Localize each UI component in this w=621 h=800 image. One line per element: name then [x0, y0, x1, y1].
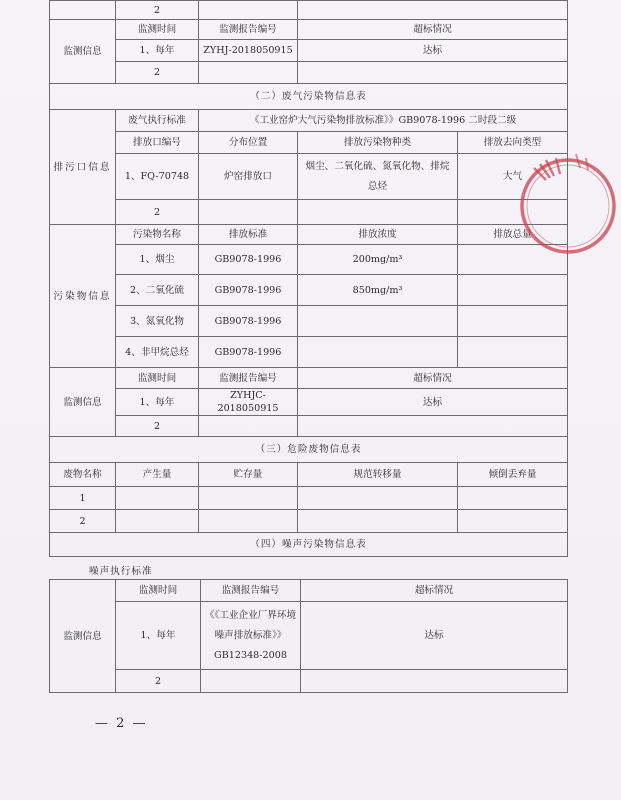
hazard-row-index: 2	[50, 510, 116, 533]
top-exceed: 达标	[298, 40, 568, 62]
pollutant-standard: GB9078-1996	[199, 337, 298, 368]
pollutant-standard: GB9078-1996	[199, 306, 298, 337]
pollutant-standard: GB9078-1996	[199, 245, 298, 275]
page-number: — 2 —	[95, 716, 148, 731]
seal-stamp	[506, 150, 621, 270]
header-report-no: 监测报告编号	[199, 20, 298, 40]
outlet-pollutants: 烟尘、二氧化硫、氮氧化物、排烷总烃	[298, 154, 458, 200]
outlet-header-location: 分布位置	[199, 132, 298, 154]
top-report-no: ZYHJ-2018050915	[199, 40, 298, 62]
pollutant-standard: GB9078-1996	[199, 275, 298, 306]
header-monitor-time: 监测时间	[116, 20, 199, 40]
hazard-header-dumped: 倾倒丢弃量	[458, 463, 568, 487]
outlet-header-destination: 排放去向类型	[458, 132, 568, 154]
hazard-row-index: 1	[50, 487, 116, 510]
noise-standard-label: 噪声执行标准	[89, 566, 153, 577]
hazard-table	[49, 462, 568, 557]
outlet-row2-index: 2	[116, 200, 199, 225]
outlet-id: 1、FQ-70748	[116, 154, 199, 200]
air-monitor-header-exceed: 超标情况	[298, 368, 568, 389]
top-row2-index: 2	[116, 62, 199, 84]
air-monitor-header-report: 监测报告编号	[199, 368, 298, 389]
outlet-location: 炉窑排放口	[199, 154, 298, 200]
noise-monitor-report: 《《工业企业厂界环境噪声排放标准》》GB12348-2008	[201, 602, 301, 670]
top-monitor-label: 监测信息	[50, 20, 116, 84]
outlet-label: 排污口信息	[50, 110, 116, 225]
hazard-header-stored: 贮存量	[199, 463, 298, 487]
pollutant-total	[458, 275, 568, 306]
air-monitor-exceed: 达标	[298, 389, 568, 416]
hazard-section-title: （三）危险废物信息表	[50, 437, 568, 463]
outlet-header-id: 排放口编号	[116, 132, 199, 154]
top-cell-empty	[50, 1, 116, 20]
air-standard-value: 《工业窑炉大气污染物排放标准》》GB9078-1996 二时段二级	[199, 110, 568, 132]
pollutant-name: 1、烟尘	[116, 245, 199, 275]
outlet-header-pollutants: 排放污染物种类	[298, 132, 458, 154]
pollutant-name: 2、二氧化硫	[116, 275, 199, 306]
pollutant-header-name: 污染物名称	[116, 225, 199, 245]
noise-section-title: （四）噪声污染物信息表	[50, 533, 568, 557]
top-row-2: 2	[116, 1, 199, 20]
noise-header-report: 监测报告编号	[201, 580, 301, 602]
noise-monitor-table	[49, 579, 568, 693]
pollutant-concentration: 850mg/m³	[298, 275, 458, 306]
air-monitor-header-time: 监测时间	[116, 368, 199, 389]
noise-row2-index: 2	[116, 670, 201, 693]
noise-monitor-time: 1、每年	[116, 602, 201, 670]
pollutant-header-concentration: 排放浓度	[298, 225, 458, 245]
pollutant-label: 污染物信息	[50, 225, 116, 368]
hazard-header-name: 废物名称	[50, 463, 116, 487]
top-monitor-time: 1、每年	[116, 40, 199, 62]
air-standard-label: 废气执行标准	[116, 110, 199, 132]
noise-monitor-label: 监测信息	[50, 580, 116, 693]
pollutant-total	[458, 306, 568, 337]
noise-header-exceed: 超标情况	[301, 580, 568, 602]
pollutant-name: 3、氮氧化物	[116, 306, 199, 337]
hazard-header-produced: 产生量	[116, 463, 199, 487]
noise-monitor-exceed: 达标	[301, 602, 568, 670]
pollutant-concentration	[298, 306, 458, 337]
air-monitor-row2-index: 2	[116, 416, 199, 437]
pollutant-total	[458, 337, 568, 368]
pollutant-header-total: 排放总量	[458, 225, 568, 245]
outlet-destination: 大气	[458, 154, 568, 200]
air-monitor-report: ZYHJC-2018050915	[199, 389, 298, 416]
header-exceed: 超标情况	[298, 20, 568, 40]
pollutant-name: 4、非甲烷总烃	[116, 337, 199, 368]
pollutant-concentration: 200mg/m³	[298, 245, 458, 275]
air-monitor-time: 1、每年	[116, 389, 199, 416]
pollutant-concentration	[298, 337, 458, 368]
pollutant-header-standard: 排放标准	[199, 225, 298, 245]
air-section-title: （二）废气污染物信息表	[50, 84, 568, 110]
noise-header-time: 监测时间	[116, 580, 201, 602]
monitoring-air-table	[49, 0, 568, 463]
hazard-header-transferred: 规范转移量	[298, 463, 458, 487]
air-monitor-label: 监测信息	[50, 368, 116, 437]
